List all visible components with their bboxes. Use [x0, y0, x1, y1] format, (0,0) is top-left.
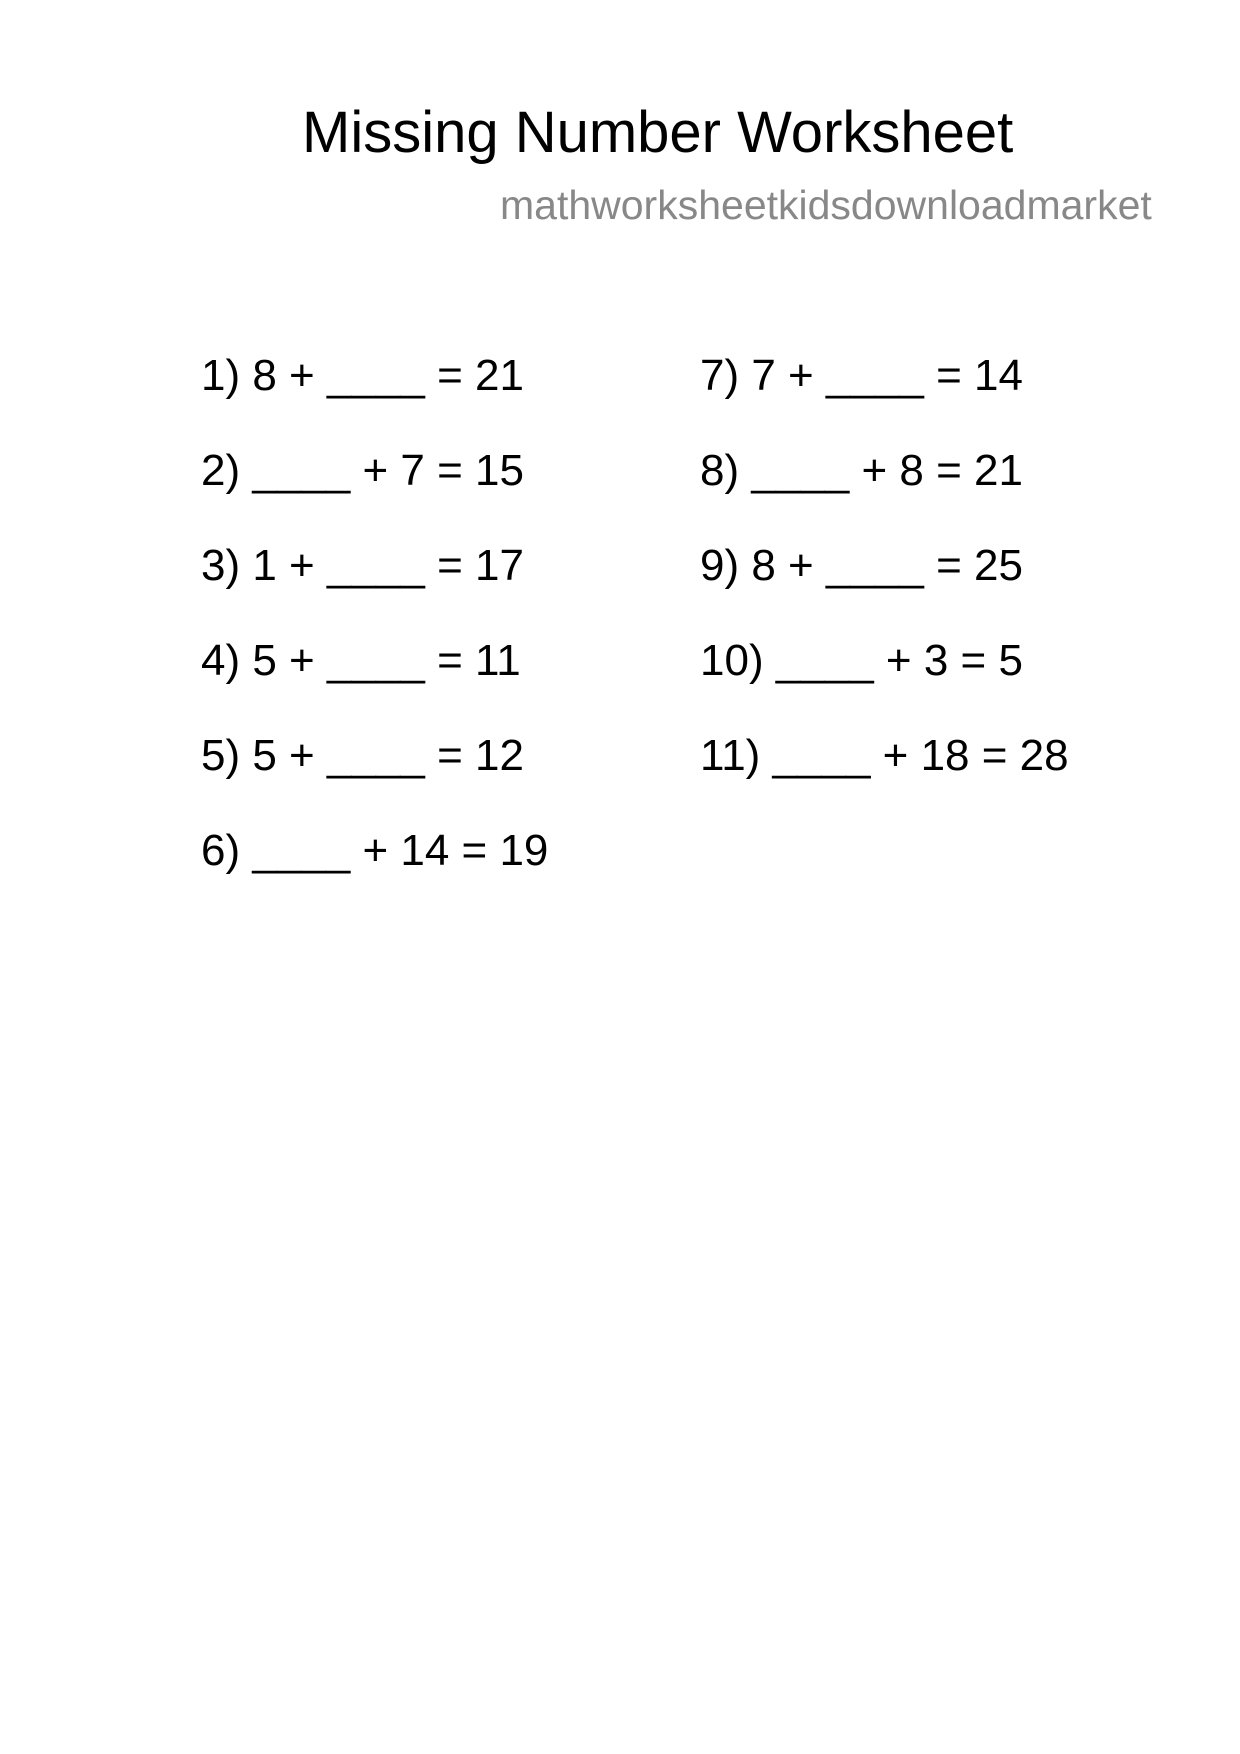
problem-1: 1) 8 + ____ = 21: [201, 351, 524, 400]
problem-3: 3) 1 + ____ = 17: [201, 541, 524, 590]
problem-5: 5) 5 + ____ = 12: [201, 731, 524, 780]
problem-2: 2) ____ + 7 = 15: [201, 446, 524, 495]
worksheet-title: Missing Number Worksheet: [302, 100, 1014, 165]
problem-9: 9) 8 + ____ = 25: [700, 541, 1023, 590]
problem-4: 4) 5 + ____ = 11: [201, 636, 521, 685]
problem-8: 8) ____ + 8 = 21: [700, 446, 1023, 495]
site-watermark: mathworksheetkidsdownloadmarket: [500, 182, 1152, 228]
problem-11: 11) ____ + 18 = 28: [700, 731, 1069, 780]
problem-6: 6) ____ + 14 = 19: [201, 826, 549, 875]
problem-7: 7) 7 + ____ = 14: [700, 351, 1023, 400]
problem-10: 10) ____ + 3 = 5: [700, 636, 1023, 685]
